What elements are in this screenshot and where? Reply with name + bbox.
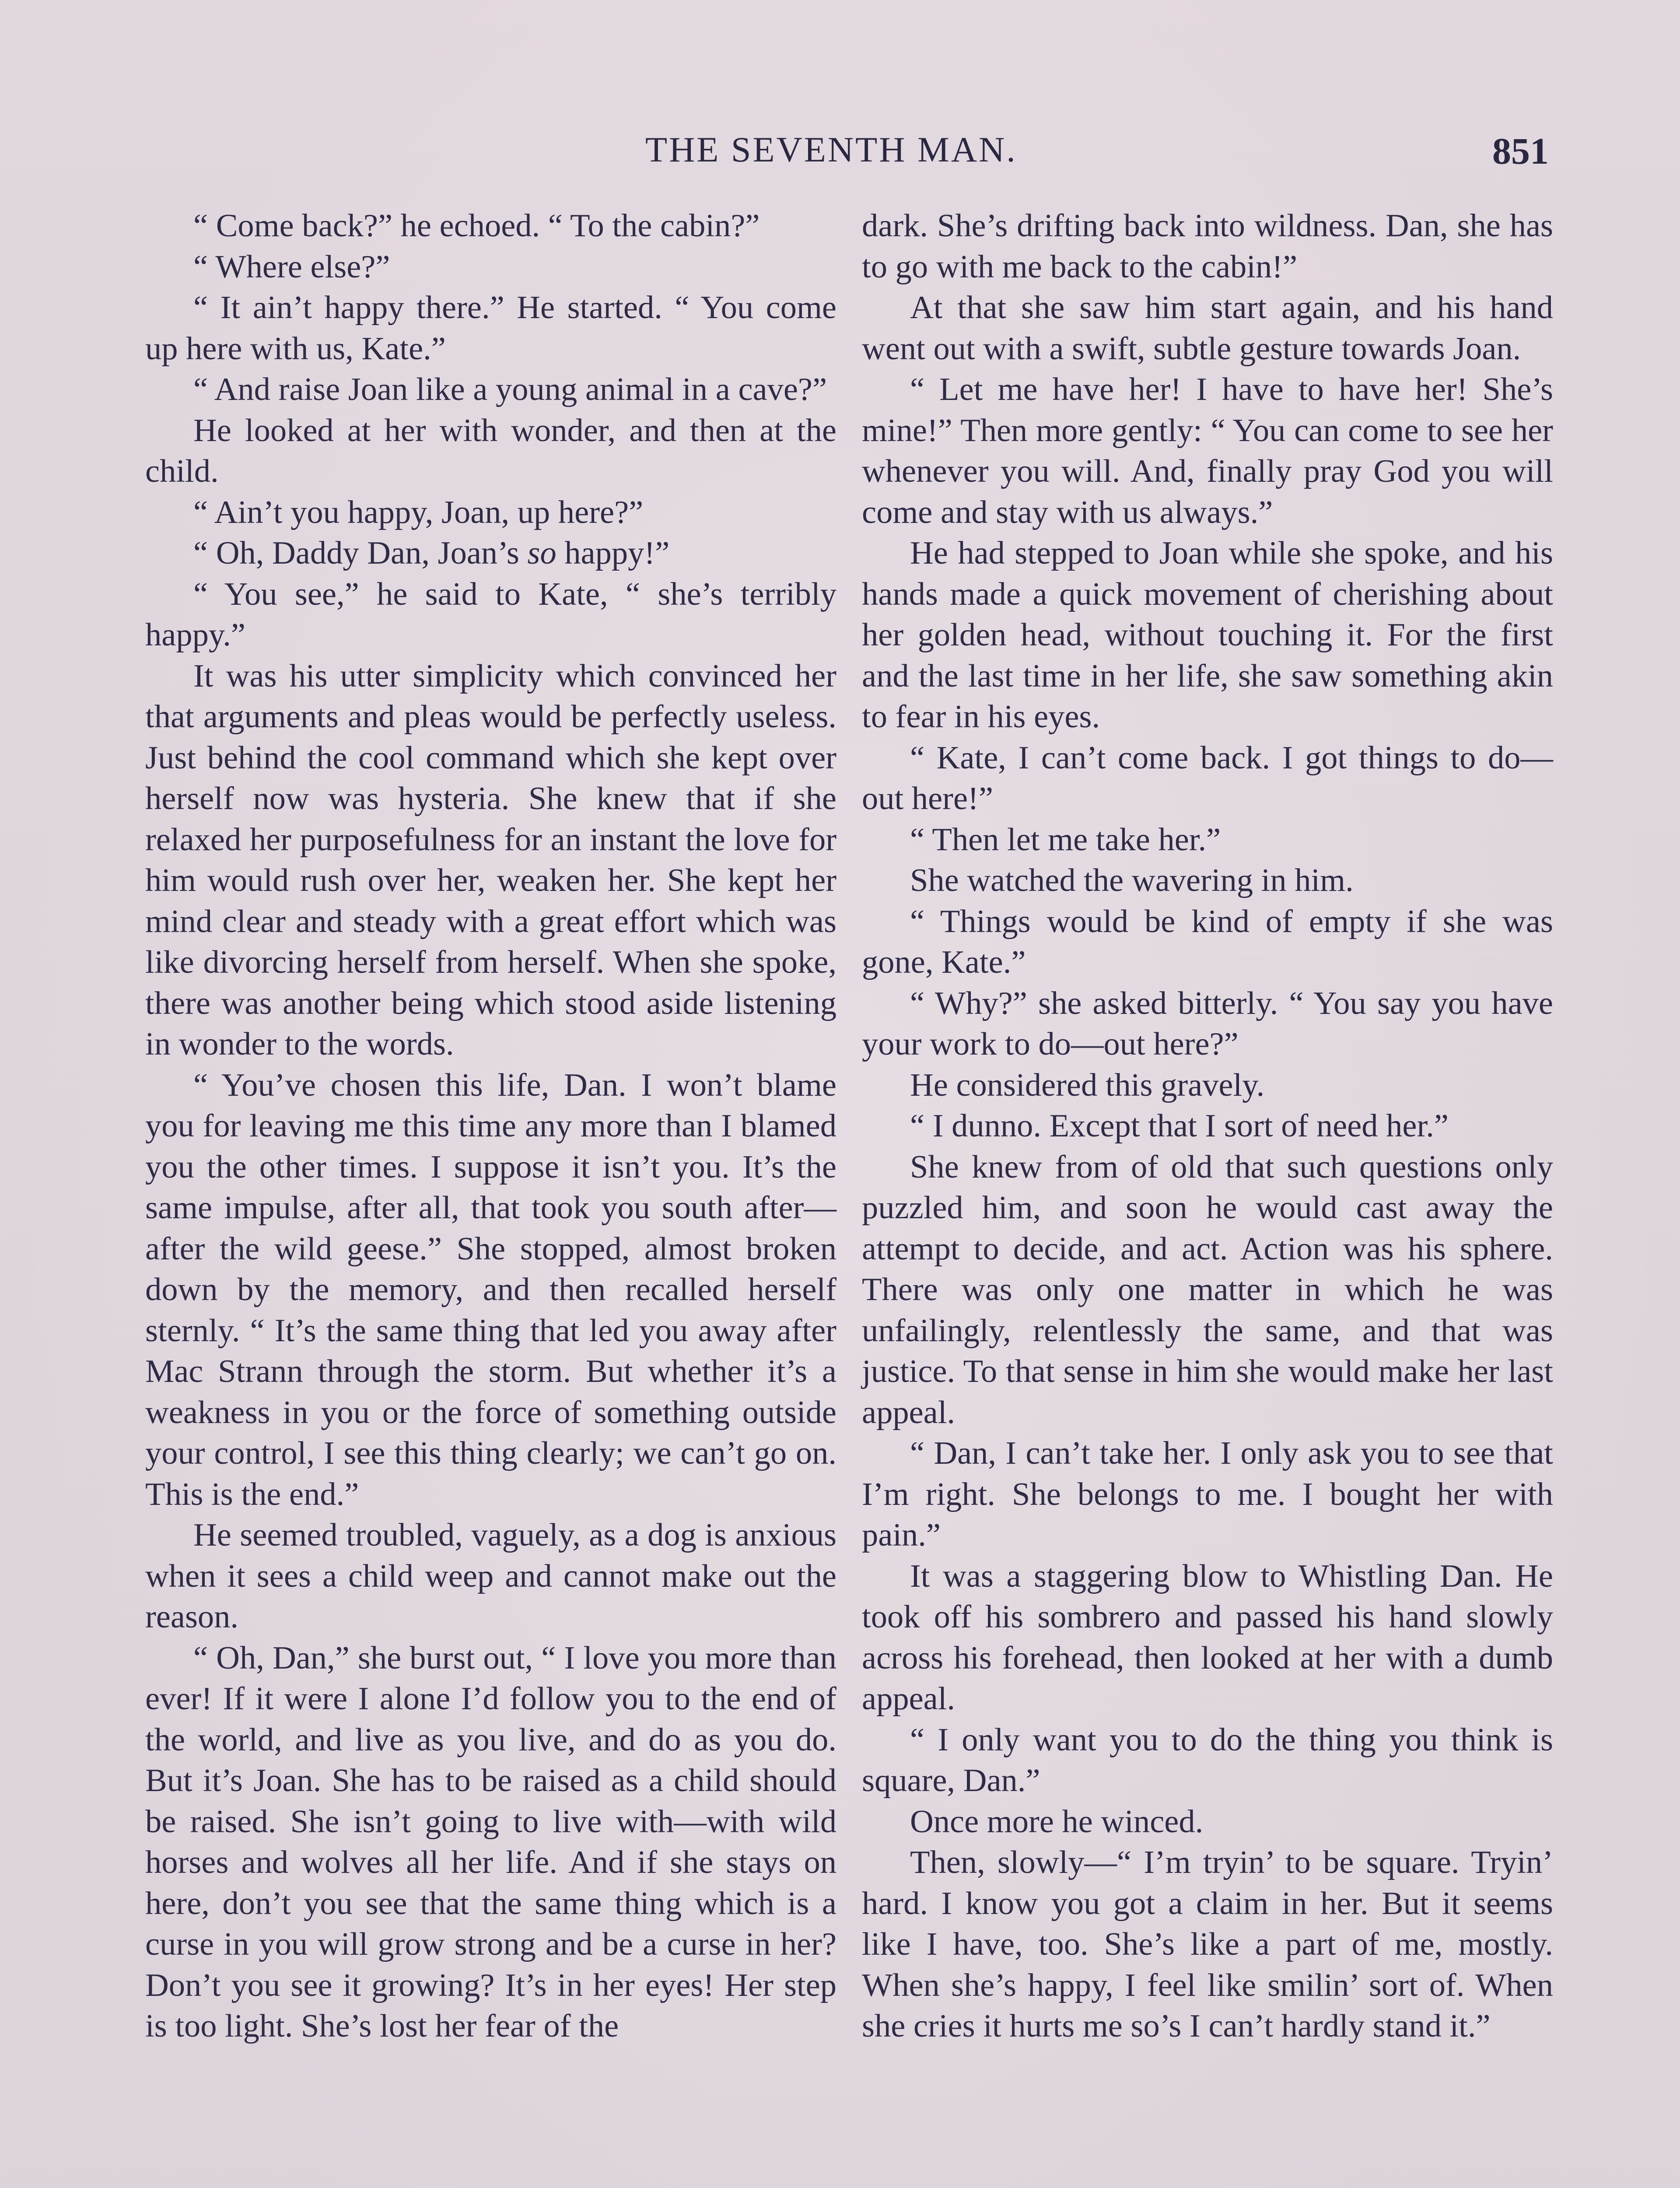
paragraph: She watched the wavering in him. — [910, 863, 1354, 898]
paragraph: He seemed troubled, vaguely, as a dog is anxious when it sees a child weep and cannot make out the reason. — [145, 1517, 836, 1635]
running-title: THE SEVENTH MAN. — [645, 130, 1017, 169]
paragraph: “ Why?” she asked bitterly. “ You say you have your work to do—out here?” — [862, 985, 1553, 1062]
page-header — [0, 129, 1680, 186]
paragraph: He considered this gravely. — [910, 1067, 1265, 1103]
paragraph: “ Then let me take her.” — [910, 821, 1221, 858]
paragraph: “ Come back?” he echoed. “ To the cabin?” — [193, 208, 760, 244]
paragraph: “ I only want you to do the thing you think is square, Dan.” — [862, 1722, 1553, 1799]
paragraph: Then, slowly—“ I’m tryin’ to be square. Tryin’ hard. I know you got a claim in her. But it seems like I have, too. She’s like a part of me, mostly. When she’s happy, I feel like smilin’ sort of. When she cries it hurts me so’s I can’t hardly stand it.” — [862, 1844, 1553, 2044]
paragraph: It was a staggering blow to Whistling Dan. He took off his sombrero and passed his hand slowly across his forehead, then looked at her with a dumb appeal. — [862, 1558, 1553, 1717]
paragraph: “ Things would be kind of empty if she was gone, Kate.” — [862, 903, 1553, 980]
paragraph: Once more he winced. — [910, 1803, 1204, 1840]
paragraph: He looked at her with wonder, and then at the child. — [145, 412, 836, 489]
paragraph: “ It ain’t happy there.” He started. “ You come up here with us, Kate.” — [145, 290, 836, 367]
paragraph: “ Ain’t you happy, Joan, up here?” — [193, 494, 644, 530]
paragraph: “ Let me have her! I have to have her! She’s mine!” Then more gently: “ You can come to see her whenever you will. And, finally pray God you will come and stay with us always.” — [862, 372, 1553, 530]
page-number: 851 — [1492, 130, 1549, 172]
paragraph: It was his utter simplicity which convinced her that arguments and pleas would be perfectly useless. Just behind the cool command which she kept over herself now was hysteria. She knew that if she relaxed her purposefulness for an instant the love for him would rush over her, weaken her. She kept her mind clear and steady with a great effort which was like divorcing herself from herself. When she spoke, there was another being which stood aside listening in wonder to the words. — [145, 658, 836, 1062]
paragraph: He had stepped to Joan while she spoke, and his hands made a quick movement of cherishing about her golden head, without touching it. For the first and the last time in her life, she saw something akin to fear in his eyes. — [862, 535, 1553, 735]
right-text-column — [862, 206, 1553, 2047]
paragraph: “ Oh, Daddy Dan, Joan’s so happy!” — [193, 535, 670, 571]
left-text-column — [145, 206, 836, 2047]
paragraph: “ You’ve chosen this life, Dan. I won’t blame you for leaving me this time any more than I blamed you the other times. I suppose it isn’t you. It’s the same impulse, after all, that took you south after—after the wild geese.” She stopped, almost broken down by the memory, and then recalled herself sternly. “ It’s the same thing that led you away after Mac Strann through the storm. But whether it’s a weakness in you or the force of something outside your control, I see this thing clearly; we can’t go on. This is the end.” — [145, 1067, 836, 1512]
paragraph: “ You see,” he said to Kate, “ she’s terribly happy.” — [145, 576, 836, 653]
emphasis: so — [527, 535, 556, 571]
paragraph: “ Dan, I can’t take her. I only ask you to see that I’m right. She belongs to me. I bought her with pain.” — [862, 1435, 1553, 1553]
paragraph: “ Where else?” — [193, 249, 390, 285]
paragraph: “ Oh, Dan,” she burst out, “ I love you more than ever! If it were I alone I’d follow you to the end of the world, and live as you live, and do as you do. But it’s Joan. She has to be raised as a child should be raised. She isn’t going to live with—with wild horses and wolves all her life. And if she stays on here, don’t you see that the same thing which is a curse in you will grow strong and be a curse in her? Don’t you see it growing? It’s in her eyes! Her step is too light. She’s lost her fear of the — [145, 1640, 836, 2044]
paragraph: “ Kate, I can’t come back. I got things to do—out here!” — [862, 740, 1553, 817]
paragraph: dark. She’s drifting back into wildness. Dan, she has to go with me back to the cabin!” — [862, 208, 1553, 285]
paragraph: “ I dunno. Except that I sort of need her.” — [910, 1108, 1449, 1144]
paragraph: She knew from of old that such questions only puzzled him, and soon he would cast away the attempt to decide, and act. Action was his sphere. There was only one matter in which he was unfailingly, relentlessly the same, and that was justice. To that sense in him she would make her last appeal. — [862, 1149, 1553, 1431]
paragraph: “ And raise Joan like a young animal in a cave?” — [193, 372, 827, 407]
paragraph: At that she saw him start again, and his hand went out with a swift, subtle gesture towards Joan. — [862, 290, 1553, 367]
